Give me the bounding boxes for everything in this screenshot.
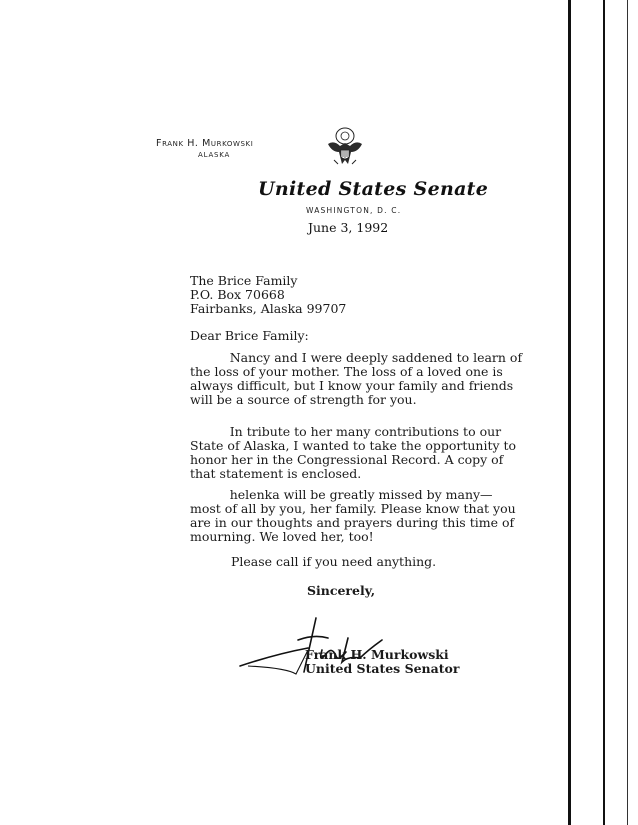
body-paragraph: [190, 350, 523, 407]
paragraph-line: will be a source of strength for you.: [190, 392, 417, 407]
body-paragraph: [190, 488, 520, 544]
paragraph-line: State of Alaska, I wanted to take the opportunity to: [190, 438, 517, 453]
page-edge-line: [568, 0, 571, 825]
paragraph-line: are in our thoughts and prayers during this time of: [190, 515, 515, 530]
paragraph-line: the loss of your mother. The loss of a loved one is: [190, 364, 503, 379]
address-line: P.O. Box 70668: [190, 287, 285, 302]
signer-title: United States Senator: [305, 661, 460, 676]
paragraph-line: Please call if you need anything.: [231, 554, 437, 569]
paragraph-line: helenka will be greatly missed by many—: [190, 487, 493, 502]
paragraph-line: most of all by you, her family. Please know that you: [190, 501, 516, 516]
recipient-address: [190, 274, 346, 316]
paragraph-line: In tribute to her many contributions to our: [190, 424, 502, 439]
paragraph-line: honor her in the Congressional Record. A copy of: [190, 452, 504, 467]
letter-date: June 3, 1992: [308, 220, 389, 235]
paragraph-line: Nancy and I were deeply saddened to learn of: [190, 350, 523, 365]
letterhead-city: WASHINGTON, D. C.: [306, 206, 402, 215]
address-line: The Brice Family: [190, 273, 298, 288]
signature-block: [305, 648, 459, 676]
body-paragraph: [231, 555, 561, 569]
letterhead-title: United States Senate: [258, 178, 489, 200]
salutation: Dear Brice Family:: [190, 328, 309, 343]
paragraph-line: mourning. We loved her, too!: [190, 529, 374, 544]
page-edge-line: [603, 0, 605, 825]
signer-name: Frank H. Murkowski: [305, 647, 449, 662]
paragraph-line: that statement is enclosed.: [190, 466, 362, 481]
sender-name: Frank H. Murkowski: [156, 138, 254, 149]
sender-state: ALASKA: [198, 151, 231, 159]
senate-seal-icon: [324, 126, 366, 170]
address-line: Fairbanks, Alaska 99707: [190, 301, 347, 316]
page-edge-line: [627, 0, 628, 825]
closing: Sincerely,: [307, 583, 376, 598]
body-paragraph: [190, 425, 520, 481]
paragraph-line: always difficult, but I know your family and friends: [190, 378, 514, 393]
